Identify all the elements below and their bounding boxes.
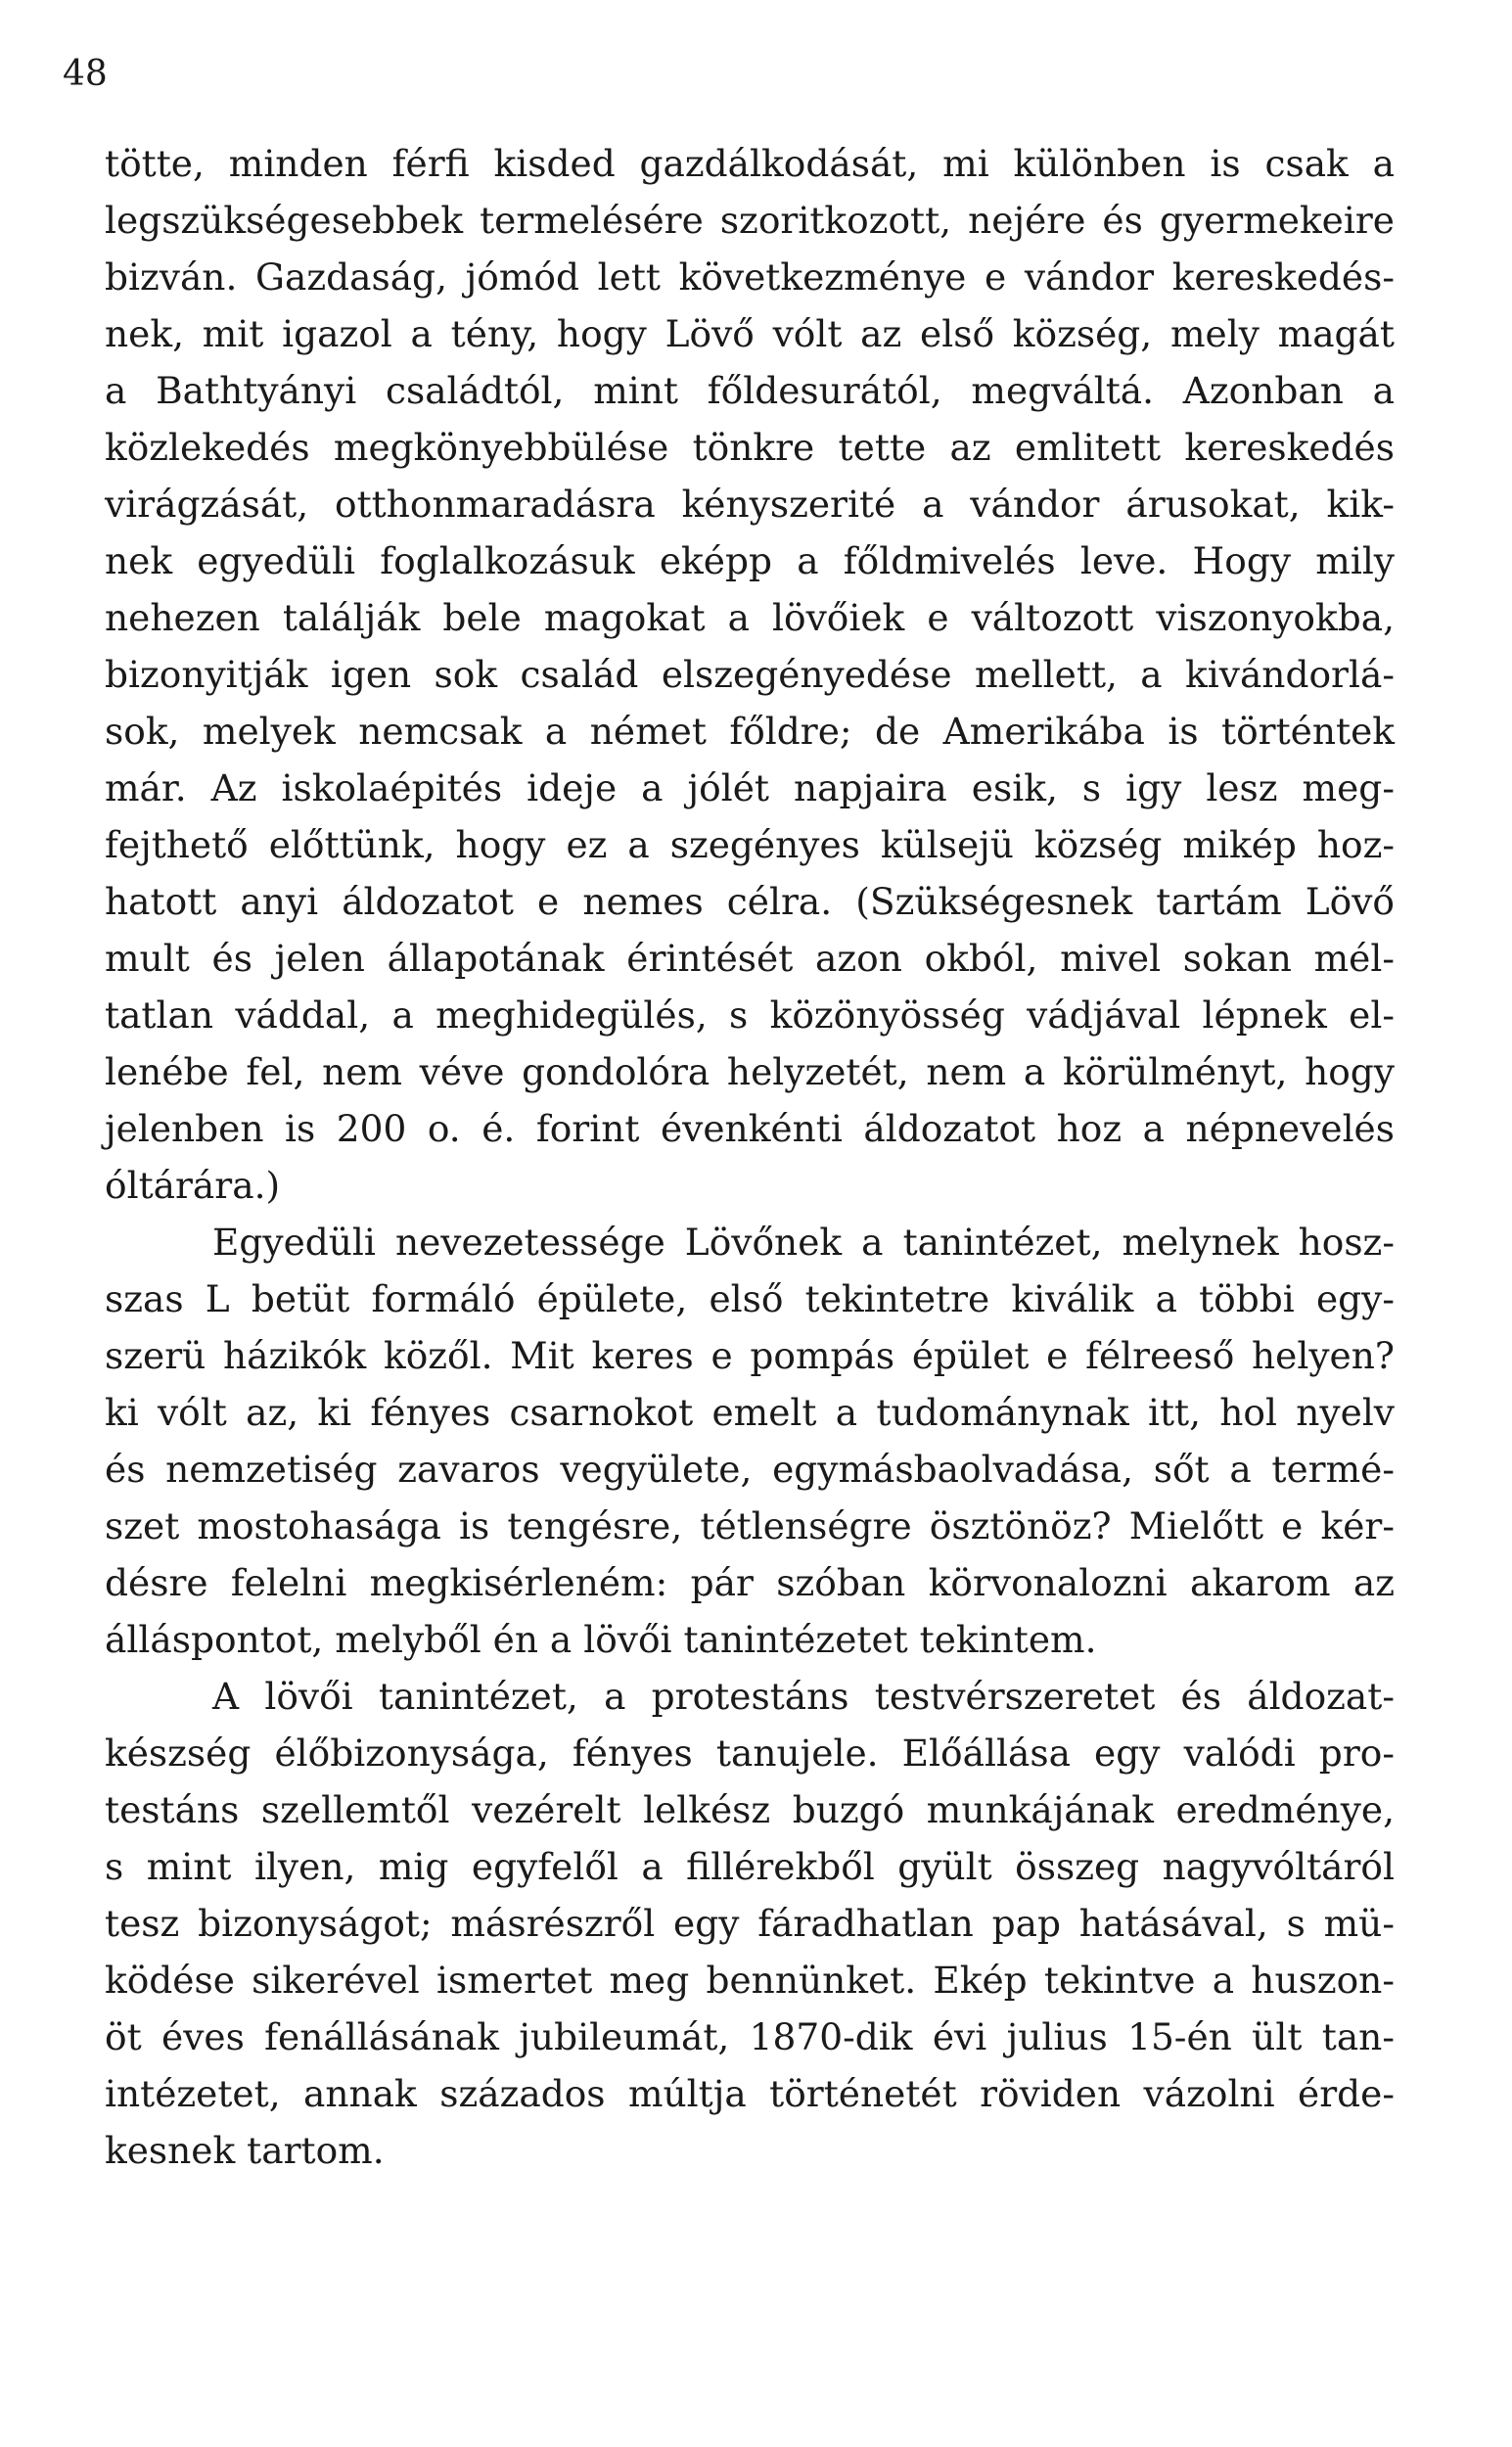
text-line: legszükségesebbek termelésére szoritkozott, nejére és gyermekeire bbox=[105, 199, 1395, 242]
paragraph-1 bbox=[105, 135, 1395, 1214]
body-text bbox=[105, 135, 1395, 2179]
text-line: szet mostohasága is tengésre, tétlenségre ösztönöz? Mielőtt e kér- bbox=[105, 1504, 1395, 1547]
text-line: mult és jelen állapotának érintését azon okból, mivel sokan mél- bbox=[105, 937, 1395, 980]
text-line: szas L betüt formáló épülete, első tekintetre kiválik a többi egy- bbox=[105, 1277, 1395, 1320]
text-line: bizonyitják igen sok család elszegényedése mellett, a kivándorlá- bbox=[105, 653, 1395, 696]
text-line: virágzását, otthonmaradásra kényszerité a vándor árusokat, kik- bbox=[105, 483, 1395, 526]
paragraph-3 bbox=[105, 1668, 1395, 2179]
text-line: A lövői tanintézet, a protestáns testvérszeretet és áldozat- bbox=[212, 1675, 1395, 1718]
text-line: intézetet, annak százados múltja történetét röviden vázolni érde- bbox=[105, 2072, 1395, 2115]
text-line: a Bathtyányi családtól, mint főldesurától, megváltá. Azonban a bbox=[105, 369, 1395, 412]
text-line: bizván. Gazdaság, jómód lett következménye e vándor kereskedés- bbox=[105, 255, 1395, 299]
text-line: fejthető előttünk, hogy ez a szegényes külsejü község mikép hoz- bbox=[105, 823, 1395, 866]
text-line: désre felelni megkisérleném: pár szóban körvonalozni akarom az bbox=[105, 1561, 1395, 1604]
text-line: öt éves fenállásának jubileumát, 1870-dik évi julius 15-én ült tan- bbox=[105, 2015, 1395, 2058]
text-line: közlekedés megkönyebbülése tönkre tette az emlitett kereskedés bbox=[105, 426, 1395, 469]
text-line: szerü házikók közől. Mit keres e pompás épület e félreeső helyen? bbox=[105, 1334, 1395, 1377]
text-line: hatott anyi áldozatot e nemes célra. (Szükségesnek tartám Lövő bbox=[105, 880, 1395, 923]
text-line: Egyedüli nevezetessége Lövőnek a tanintézet, melynek hosz- bbox=[212, 1221, 1395, 1264]
text-line: óltárára.) bbox=[105, 1164, 281, 1207]
text-line: lenébe fel, nem véve gondolóra helyzetét, nem a körülményt, hogy bbox=[105, 1050, 1395, 1093]
text-line: és nemzetiség zavaros vegyülete, egymásbaolvadása, sőt a termé- bbox=[105, 1448, 1395, 1491]
text-line: testáns szellemtől vezérelt lelkész buzgó munkájának eredménye, bbox=[105, 1788, 1395, 1831]
text-line: álláspontot, melyből én a lövői tanintézetet tekintem. bbox=[105, 1618, 1097, 1661]
text-line: nek egyedüli foglalkozásuk eképp a főldmivelés leve. Hogy mily bbox=[105, 539, 1395, 582]
text-line: nek, mit igazol a tény, hogy Lövő vólt az első község, mely magát bbox=[105, 312, 1395, 355]
text-line: tatlan váddal, a meghidegülés, s közönyösség vádjával lépnek el- bbox=[105, 993, 1395, 1037]
text-line: jelenben is 200 o. é. forint évenkénti áldozatot hoz a népnevelés bbox=[105, 1107, 1395, 1150]
page-number: 48 bbox=[63, 54, 108, 94]
text-line: tötte, minden férfi kisded gazdálkodását, mi különben is csak a bbox=[105, 142, 1395, 185]
text-line: már. Az iskolaépités ideje a jólét napjaira esik, s igy lesz meg- bbox=[105, 766, 1395, 809]
text-line: nehezen találják bele magokat a lövőiek e változott viszonyokba, bbox=[105, 596, 1395, 639]
text-line: kesnek tartom. bbox=[105, 2129, 385, 2172]
text-line: tesz bizonyságot; másrészről egy fáradhatlan pap hatásával, s mü- bbox=[105, 1902, 1395, 1945]
text-line: ködése sikerével ismertet meg bennünket. Ekép tekintve a huszon- bbox=[105, 1959, 1395, 2002]
paragraph-2 bbox=[105, 1214, 1395, 1668]
text-line: sok, melyek nemcsak a német főldre; de Amerikába is történtek bbox=[105, 710, 1395, 753]
text-line: készség élőbizonysága, fényes tanujele. Előállása egy valódi pro- bbox=[105, 1731, 1395, 1775]
text-line: ki vólt az, ki fényes csarnokot emelt a tudománynak itt, hol nyelv bbox=[105, 1391, 1395, 1434]
text-line: s mint ilyen, mig egyfelől a fillérekből gyült összeg nagyvóltáról bbox=[105, 1845, 1395, 1888]
